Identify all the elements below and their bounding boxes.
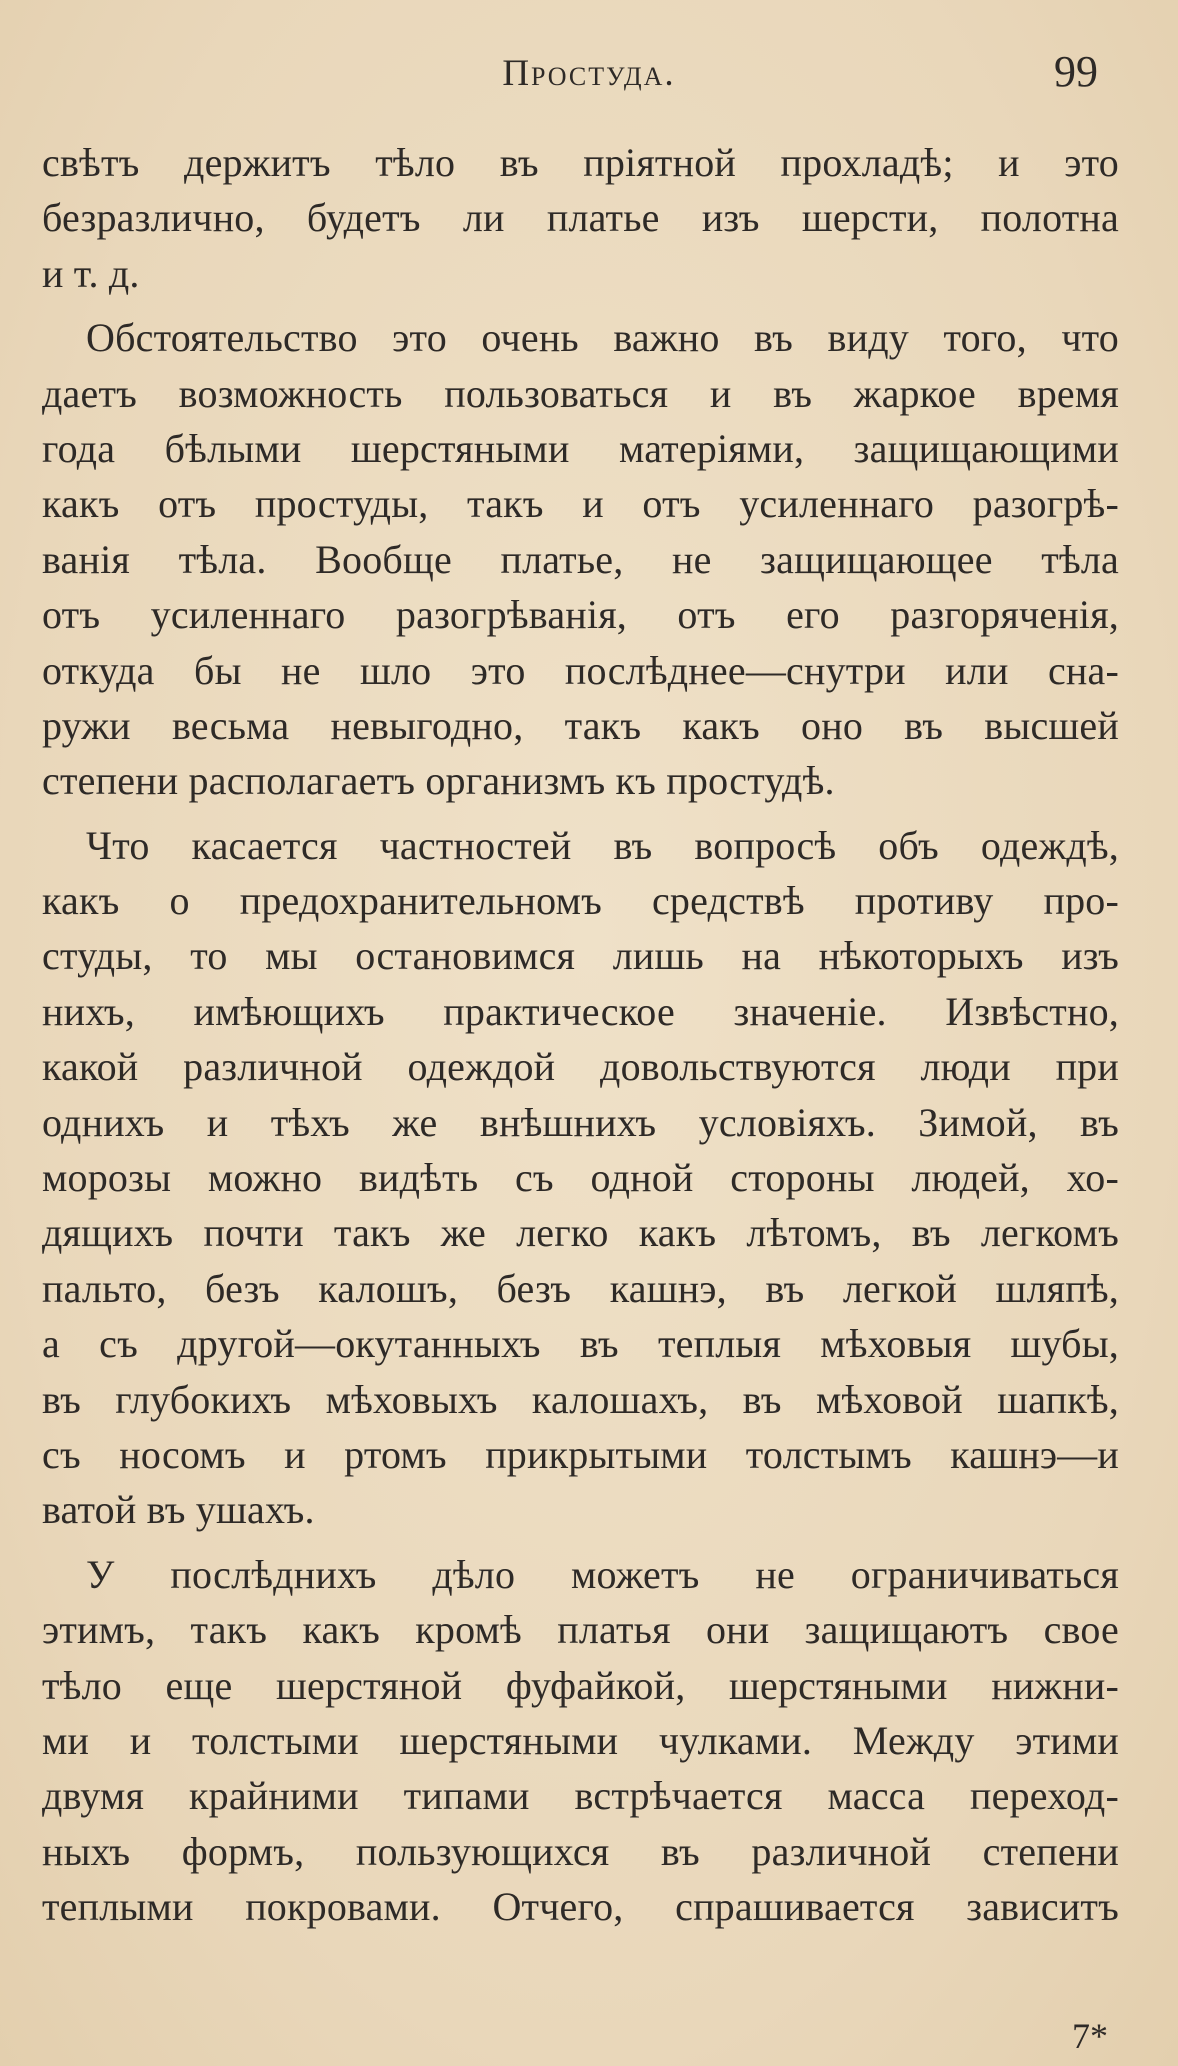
text-line: откуда бы не шло это послѣднее—снутри или сна- <box>42 647 1119 693</box>
text-line: съ носомъ и ртомъ прикрытыми толстымъ кашнэ—и <box>42 1431 1119 1477</box>
text-line: этимъ, такъ какъ кромѣ платья они защищаютъ свое <box>42 1607 1119 1653</box>
text-line: ружи весьма невыгодно, такъ какъ оно въ высшей <box>42 702 1119 748</box>
text-line: Что касается частностей въ вопросѣ объ одеждѣ, <box>86 822 1119 868</box>
text-line: однихъ и тѣхъ же внѣшнихъ условіяхъ. Зимой, въ <box>42 1099 1119 1145</box>
text-line: года бѣлыми шерстяными матеріями, защищающими <box>42 425 1119 471</box>
text-line: дящихъ почти такъ же легко какъ лѣтомъ, въ легкомъ <box>42 1210 1119 1256</box>
text-line: Обстоятельство это очень важно въ виду того, что <box>86 315 1119 361</box>
paragraph <box>42 310 1119 809</box>
page-number: 99 <box>1054 47 1098 96</box>
text-line: ванія тѣла. Вообще платье, не защищающее тѣла <box>42 536 1119 582</box>
text-line: морозы можно видѣть съ одной стороны людей, хо- <box>42 1155 1119 1201</box>
text-line: теплыми покровами. Отчего, спрашивается зависитъ <box>42 1884 1119 1930</box>
text-line: отъ усиленнаго разогрѣванія, отъ его разгоряченія, <box>42 592 1119 638</box>
text-line: свѣтъ держитъ тѣло въ пріятной прохладѣ; и это <box>42 140 1119 185</box>
text-line: ми и толстыми шерстяными чулками. Между этими <box>42 1717 1119 1763</box>
text-line: и т. д. <box>42 250 140 296</box>
paragraph <box>42 1547 1119 1935</box>
page-header <box>0 47 1178 102</box>
text-line: ныхъ формъ, пользующихся въ различной степени <box>42 1828 1119 1874</box>
text-line: а съ другой—окутанныхъ въ теплыя мѣховыя шубы, <box>42 1321 1119 1367</box>
text-line: нихъ, имѣющихъ практическое значеніе. Извѣстно, <box>42 988 1119 1034</box>
text-line: даетъ возможность пользоваться и въ жаркое время <box>42 370 1119 416</box>
paragraph <box>42 818 1119 1538</box>
text-line: безразлично, будетъ ли платье изъ шерсти, полотна <box>42 195 1119 241</box>
running-title: Простуда. <box>502 53 676 94</box>
text-line: степени располагаетъ организмъ къ простудѣ. <box>42 758 835 804</box>
text-line: въ глубокихъ мѣховыхъ калошахъ, въ мѣховой шапкѣ, <box>42 1376 1119 1422</box>
signature-mark: 7* <box>1072 2016 1108 2056</box>
text-line: тѣло еще шерстяной фуфайкой, шерстяными нижни- <box>42 1662 1119 1708</box>
paragraph <box>42 135 1119 301</box>
text-line: ватой въ ушахъ. <box>42 1487 315 1533</box>
body-text <box>42 135 1119 1944</box>
text-line: какой различной одеждой довольствуются люди при <box>42 1044 1119 1090</box>
text-line: пальто, безъ калошъ, безъ кашнэ, въ легкой шляпѣ, <box>42 1265 1119 1311</box>
text-line: какъ отъ простуды, такъ и отъ усиленнаго разогрѣ- <box>42 481 1119 527</box>
text-line: У послѣднихъ дѣло можетъ не ограничиваться <box>86 1551 1119 1597</box>
text-line: двумя крайними типами встрѣчается масса переход- <box>42 1773 1119 1819</box>
text-line: студы, то мы остановимся лишь на нѣкоторыхъ изъ <box>42 933 1119 979</box>
text-line: какъ о предохранительномъ средствѣ противу про- <box>42 878 1119 924</box>
